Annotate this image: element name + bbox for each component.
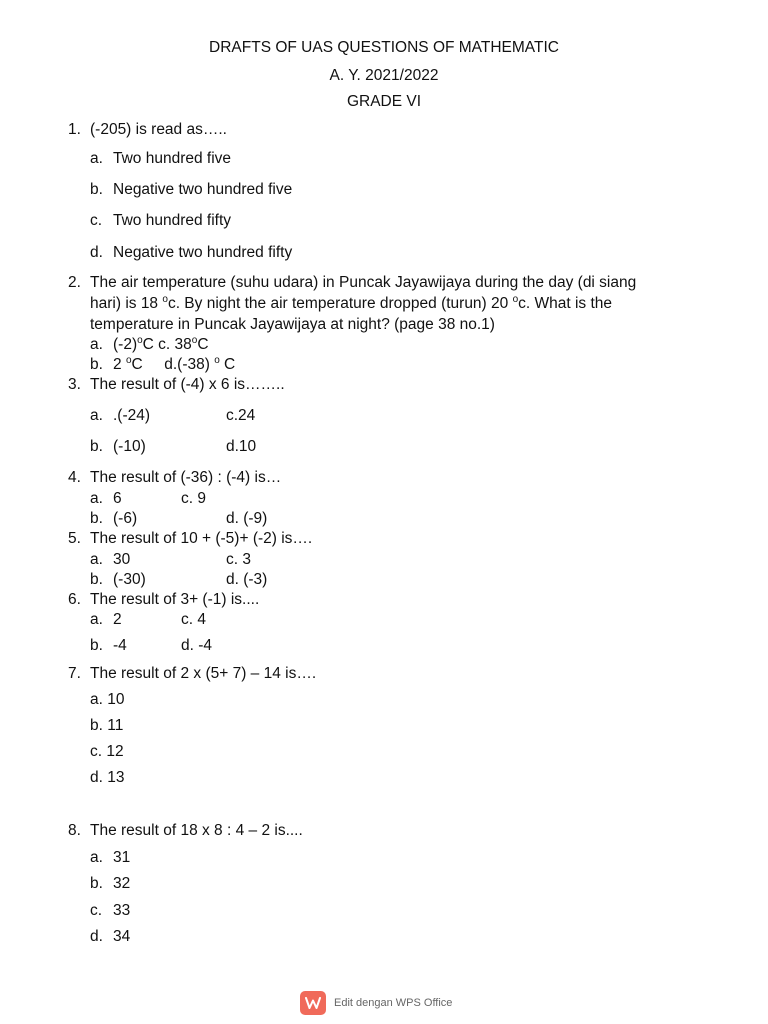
q8-option-a-letter: a. — [90, 849, 103, 866]
q3-option-a: .(-24) — [113, 407, 151, 424]
q5-option-a-letter: a. — [90, 551, 103, 568]
q1-option-c: Two hundred fifty — [113, 212, 232, 229]
q8-option-a: 31 — [113, 849, 131, 866]
wps-logo-icon — [300, 991, 326, 1015]
q6-option-b-letter: b. — [90, 637, 103, 654]
q2-text-line2: hari) is 18 $^o$c. By night the air temperature dropped (turun) 20 $^o$c. What is the — [90, 294, 613, 312]
q8-number: 8. — [68, 822, 81, 839]
document-title: DRAFTS OF UAS QUESTIONS OF MATHEMATIC — [209, 39, 559, 56]
q8-option-d-letter: d. — [90, 928, 103, 945]
q3-option-d: d.10 — [226, 438, 257, 455]
wps-edit-label: Edit dengan WPS Office — [334, 997, 453, 1009]
q1-option-b: Negative two hundred five — [113, 181, 293, 198]
q1-option-a-letter: a. — [90, 150, 103, 167]
q1-option-b-letter: b. — [90, 181, 103, 198]
q7-option-c: c. 12 — [90, 743, 124, 760]
q1-option-d-letter: d. — [90, 244, 103, 261]
q7-option-a: a. 10 — [90, 691, 125, 708]
q1-number: 1. — [68, 121, 81, 138]
q8-option-c-letter: c. — [90, 902, 103, 919]
q2-option-b-letter: b. — [90, 356, 103, 373]
q1-text: (-205) is read as….. — [90, 121, 227, 138]
q5-text: The result of 10 + (-5)+ (-2) is…. — [90, 530, 313, 547]
q3-option-b: (-10) — [113, 438, 146, 455]
q8-option-d: 34 — [113, 928, 131, 945]
q2-text-line3: temperature in Puncak Jayawijaya at night? (page 38 no.1) — [90, 316, 495, 333]
q3-text: The result of (-4) x 6 is…….. — [90, 376, 285, 393]
q5-option-d: d. (-3) — [226, 571, 268, 588]
q5-option-b-letter: b. — [90, 571, 103, 588]
q6-option-a: 2 — [113, 611, 122, 628]
q6-option-c: c. 4 — [181, 611, 206, 628]
q7-option-d: d. 13 — [90, 769, 125, 786]
q4-option-a: 6 — [113, 490, 122, 507]
q1-option-c-letter: c. — [90, 212, 103, 229]
q6-number: 6. — [68, 591, 81, 608]
q7-number: 7. — [68, 665, 81, 682]
q4-option-a-letter: a. — [90, 490, 103, 507]
q5-number: 5. — [68, 530, 81, 547]
q6-option-d: d. -4 — [181, 637, 213, 654]
q5-option-c: c. 3 — [226, 551, 251, 568]
q8-text: The result of 18 x 8 : 4 – 2 is.... — [90, 822, 303, 839]
q5-option-a: 30 — [113, 551, 131, 568]
q2-number: 2. — [68, 274, 81, 291]
q8-option-b-letter: b. — [90, 875, 103, 892]
q6-option-a-letter: a. — [90, 611, 103, 628]
q7-option-b: b. 11 — [90, 717, 124, 734]
q2-text-line1: The air temperature (suhu udara) in Puncak Jayawijaya during the day (di siang — [90, 274, 637, 291]
q2-option-a-letter: a. — [90, 336, 103, 353]
q4-option-b-letter: b. — [90, 510, 103, 527]
grade-label: GRADE VI — [346, 93, 422, 110]
q5-option-b: (-30) — [113, 571, 146, 588]
q2-options-row1: $(-2)^oC$ c. 38$^o$C — [113, 335, 209, 353]
academic-year: A. Y. 2021/2022 — [329, 67, 439, 84]
q4-option-b: (-6) — [113, 510, 138, 527]
q3-option-b-letter: b. — [90, 438, 103, 455]
q6-text: The result of 3+ (-1) is.... — [90, 591, 260, 608]
q3-number: 3. — [68, 376, 81, 393]
wps-edit-link[interactable] — [300, 990, 452, 1016]
q8-option-b: 32 — [113, 875, 131, 892]
q4-option-d: d. (-9) — [226, 510, 268, 527]
q7-text: The result of 2 x (5+ 7) – 14 is…. — [90, 665, 317, 682]
q6-option-b: -4 — [113, 637, 127, 654]
q4-number: 4. — [68, 469, 81, 486]
q2-options-row2: 2 $^o$C d.(-38) $^o$ C — [113, 355, 236, 373]
q1-option-a: Two hundred five — [113, 150, 232, 167]
q8-option-c: 33 — [113, 902, 131, 919]
q4-option-c: c. 9 — [181, 490, 206, 507]
q3-option-c: c.24 — [226, 407, 256, 424]
q3-option-a-letter: a. — [90, 407, 103, 424]
q4-text: The result of (-36) : (-4) is… — [90, 469, 282, 486]
q1-option-d: Negative two hundred fifty — [113, 244, 293, 261]
